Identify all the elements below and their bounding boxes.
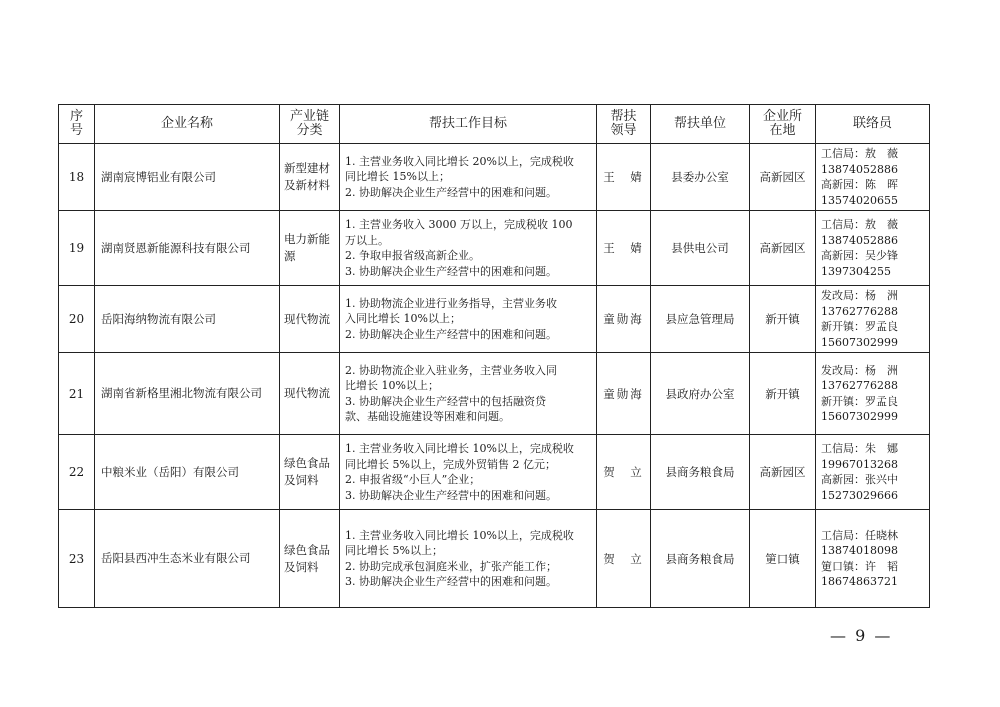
header-seq: 序号 (59, 105, 95, 144)
header-goal: 帮扶工作目标 (340, 105, 597, 144)
row-seq: 21 (59, 353, 95, 435)
contact-line: 15607302999 (821, 335, 898, 349)
goal-line: 3. 协助解决企业生产经营中的包括融资贷 (345, 394, 546, 408)
header-leader: 帮扶领导 (597, 105, 651, 144)
goal-line: 1. 主营业务收入同比增长 20%以上，完成税收 (345, 154, 574, 168)
goal-line: 1. 协助物流企业进行业务指导，主营业务收 (345, 296, 557, 310)
goal-line: 3. 协助解决企业生产经营中的困难和问题。 (345, 488, 557, 502)
row-seq: 19 (59, 211, 95, 286)
row-seq: 20 (59, 286, 95, 353)
goal-line: 款、基础设施建设等困难和问题。 (345, 410, 510, 423)
row-location: 筻口镇 (750, 510, 816, 608)
row-support-unit: 县委办公室 (651, 144, 750, 211)
goal-line: 入同比增长 10%以上； (345, 312, 461, 326)
goal-line: 万以上。 (345, 233, 389, 247)
row-contacts (816, 286, 930, 353)
contact-line: 15273029666 (821, 488, 898, 502)
row-seq: 22 (59, 435, 95, 510)
goal-line: 1. 主营业务收入 3000 万以上，完成税收 100 (345, 218, 573, 231)
row-company-name: 岳阳海纳物流有限公司 (95, 286, 280, 353)
support-table (58, 104, 930, 608)
goal-line: 同比增长 15%以上； (345, 170, 450, 184)
row-leader: 王 婧 (597, 211, 651, 286)
goal-line: 3. 协助解决企业生产经营中的困难和问题。 (345, 264, 557, 278)
table-row (59, 510, 930, 608)
row-leader: 王 婧 (597, 144, 651, 211)
row-goals (340, 510, 597, 608)
contact-line: 新开镇：罗孟良 (821, 320, 898, 333)
row-goals (340, 286, 597, 353)
row-seq: 18 (59, 144, 95, 211)
header-contact: 联络员 (816, 105, 930, 144)
row-location: 新开镇 (750, 353, 816, 435)
row-location: 新开镇 (750, 286, 816, 353)
contact-line: 15607302999 (821, 410, 898, 423)
goal-line: 同比增长 5%以上，完成外贸销售 2 亿元； (345, 457, 556, 471)
page-number: — 9 — (830, 626, 893, 645)
row-support-unit: 县商务粮食局 (651, 435, 750, 510)
row-contacts (816, 353, 930, 435)
row-contacts (816, 435, 930, 510)
contact-line: 13874052886 (821, 162, 898, 176)
table-header-row (59, 105, 930, 144)
row-location: 高新园区 (750, 435, 816, 510)
row-industry-chain: 现代物流 (280, 286, 340, 353)
header-location: 企业所在地 (750, 105, 816, 144)
contact-line: 高新园：陈 晖 (821, 178, 898, 191)
row-goals (340, 144, 597, 211)
table-row (59, 435, 930, 510)
row-leader: 贺 立 (597, 510, 651, 608)
goal-line: 2. 争取申报省级高新企业。 (345, 249, 480, 262)
table-row (59, 211, 930, 286)
contact-line: 高新园：张兴中 (821, 473, 898, 486)
row-company-name: 湖南贤恩新能源科技有限公司 (95, 211, 280, 286)
goal-line: 2. 协助物流企业入驻业务，主营业务收入同 (345, 363, 557, 377)
contact-line: 筻口镇：许 韬 (821, 559, 898, 573)
contact-line: 工信局：敖 薇 (821, 218, 898, 231)
contact-line: 工信局：朱 娜 (821, 442, 898, 455)
row-goals (340, 435, 597, 510)
row-leader: 童勋海 (597, 353, 651, 435)
row-support-unit: 县供电公司 (651, 211, 750, 286)
contact-line: 13874018098 (821, 544, 898, 557)
contact-line: 13874052886 (821, 233, 898, 247)
contact-line: 高新园：吴少锋 (821, 249, 898, 262)
contact-line: 13574020655 (821, 193, 898, 207)
row-goals (340, 211, 597, 286)
row-company-name: 中粮米业（岳阳）有限公司 (95, 435, 280, 510)
row-seq: 23 (59, 510, 95, 608)
goal-line: 1. 主营业务收入同比增长 10%以上，完成税收 (345, 528, 574, 542)
contact-line: 13762776288 (821, 304, 898, 318)
contact-line: 发改局：杨 洲 (821, 289, 898, 302)
row-company-name: 湖南省新格里湘北物流有限公司 (95, 353, 280, 435)
contact-line: 工信局：敖 薇 (821, 147, 898, 160)
row-location: 高新园区 (750, 211, 816, 286)
contact-line: 18674863721 (821, 575, 898, 588)
goal-line: 2. 协助解决企业生产经营中的困难和问题。 (345, 185, 557, 199)
contact-line: 新开镇：罗孟良 (821, 394, 898, 408)
row-location: 高新园区 (750, 144, 816, 211)
contact-line: 13762776288 (821, 379, 898, 392)
row-industry-chain: 电力新能源 (280, 211, 340, 286)
row-company-name: 岳阳县西冲生态米业有限公司 (95, 510, 280, 608)
row-contacts (816, 144, 930, 211)
header-unit: 帮扶单位 (651, 105, 750, 144)
goal-line: 3. 协助解决企业生产经营中的困难和问题。 (345, 575, 557, 588)
row-support-unit: 县政府办公室 (651, 353, 750, 435)
row-leader: 童勋海 (597, 286, 651, 353)
goal-line: 比增长 10%以上； (345, 379, 439, 392)
goal-line: 2. 协助解决企业生产经营中的困难和问题。 (345, 327, 557, 341)
table-row (59, 144, 930, 211)
row-support-unit: 县应急管理局 (651, 286, 750, 353)
row-support-unit: 县商务粮食局 (651, 510, 750, 608)
row-company-name: 湖南宸博铝业有限公司 (95, 144, 280, 211)
contact-line: 发改局：杨 洲 (821, 363, 898, 377)
goal-line: 1. 主营业务收入同比增长 10%以上，完成税收 (345, 442, 574, 455)
header-name: 企业名称 (95, 105, 280, 144)
row-contacts (816, 510, 930, 608)
row-contacts (816, 211, 930, 286)
row-industry-chain: 绿色食品及饲料 (280, 510, 340, 608)
table-row (59, 286, 930, 353)
contact-line: 1397304255 (821, 264, 891, 278)
goal-line: 2. 协助完成承包洞庭米业，扩张产能工作； (345, 559, 557, 573)
header-chain: 产业链分类 (280, 105, 340, 144)
row-industry-chain: 新型建材及新材料 (280, 144, 340, 211)
table-row (59, 353, 930, 435)
contact-line: 工信局：任晓林 (821, 528, 898, 542)
row-leader: 贺 立 (597, 435, 651, 510)
goal-line: 同比增长 5%以上； (345, 544, 443, 557)
row-goals (340, 353, 597, 435)
goal-line: 2. 申报省级“小巨人”企业； (345, 473, 481, 486)
row-industry-chain: 绿色食品及饲料 (280, 435, 340, 510)
contact-line: 19967013268 (821, 457, 898, 471)
row-industry-chain: 现代物流 (280, 353, 340, 435)
